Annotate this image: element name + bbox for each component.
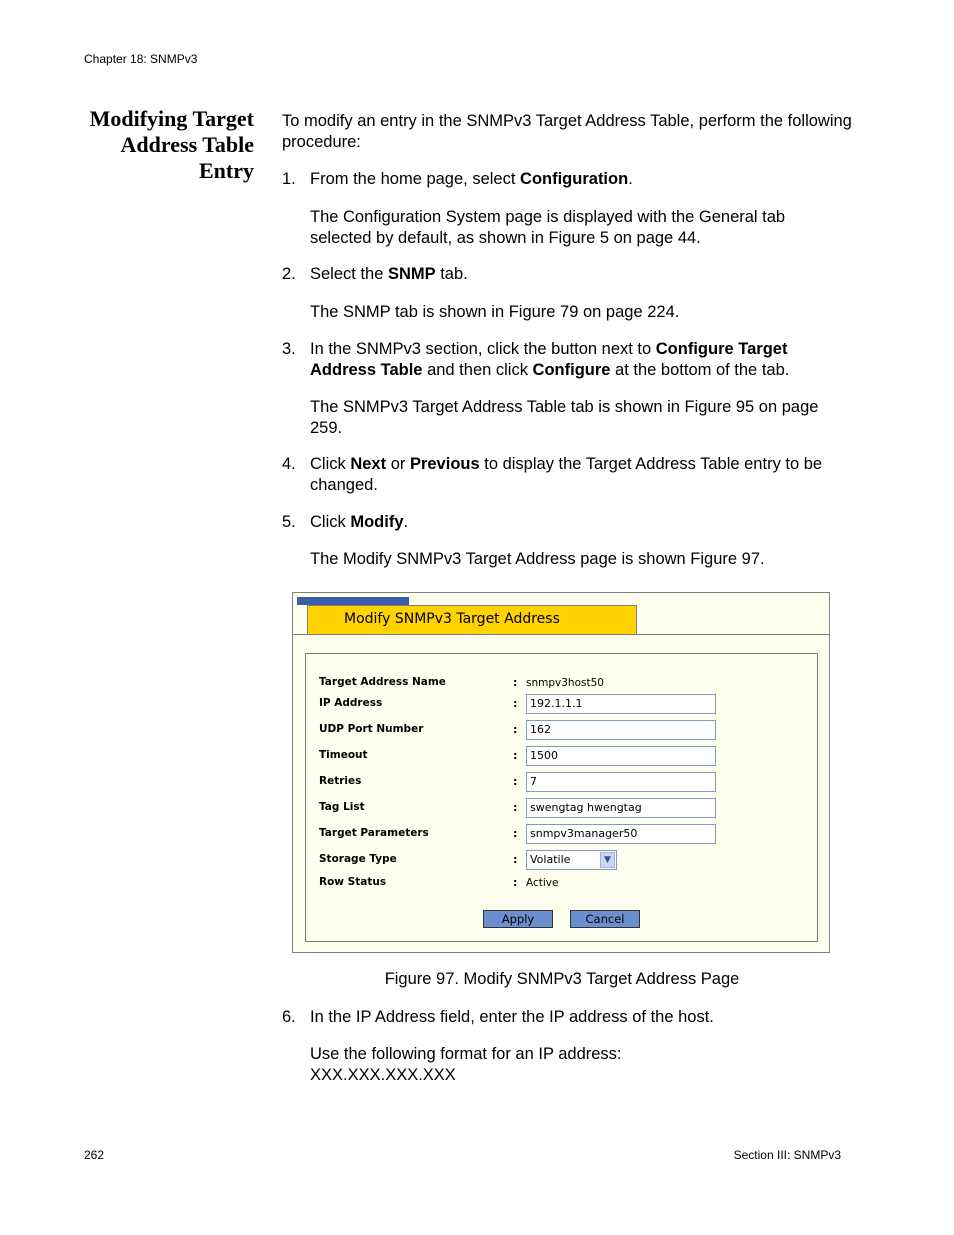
field-label: Row Status (319, 876, 387, 888)
step-text: In the SNMPv3 section, click the button next to Configure Target Address Table and then click Configure at the bottom of the tab. (310, 340, 790, 379)
step-number: 1. (282, 170, 296, 188)
chapter-header: Chapter 18: SNMPv3 (84, 52, 198, 66)
target-address-name-value: snmpv3host50 (526, 677, 604, 689)
section-heading-line: Entry (199, 158, 254, 183)
step-detail: The SNMPv3 Target Address Table tab is shown in Figure 95 on page 259. (310, 398, 819, 437)
step-number: 4. (282, 455, 296, 473)
ip-format-example: XXX.XXX.XXX.XXX (310, 1066, 456, 1084)
form-row-storage-type (306, 850, 817, 872)
step-detail: The SNMP tab is shown in Figure 79 on page 224. (310, 303, 680, 321)
storage-type-select[interactable] (526, 850, 617, 870)
ip-address-input[interactable]: 192.1.1.1 (526, 694, 716, 714)
step-text: In the IP Address field, enter the IP address of the host. (310, 1008, 714, 1026)
step-text: From the home page, select Configuration. (310, 170, 633, 188)
field-colon: : (513, 853, 518, 866)
form-row-target-parameters (306, 824, 817, 846)
field-label: IP Address (319, 697, 383, 709)
retries-input[interactable]: 7 (526, 772, 716, 792)
form-row-timeout (306, 746, 817, 768)
field-label: Tag List (319, 801, 365, 813)
form-row-ip-address (306, 694, 817, 716)
step-number: 5. (282, 513, 296, 531)
form-row-udp-port (306, 720, 817, 742)
field-label: UDP Port Number (319, 723, 424, 735)
figure-caption: Figure 97. Modify SNMPv3 Target Address Page (384, 970, 740, 988)
tab-modify-target-address[interactable]: Modify SNMPv3 Target Address (307, 605, 637, 634)
form-row-retries (306, 772, 817, 794)
field-colon: : (513, 775, 518, 788)
format-instruction: Use the following format for an IP address: (310, 1045, 622, 1063)
figure-screenshot (292, 592, 830, 953)
field-colon: : (513, 876, 518, 889)
step-number: 2. (282, 265, 296, 283)
form-panel (305, 653, 818, 942)
section-heading (60, 106, 254, 184)
field-label: Retries (319, 775, 362, 787)
intro-paragraph: To modify an entry in the SNMPv3 Target Address Table, perform the following procedure: (282, 112, 852, 151)
field-colon: : (513, 827, 518, 840)
page-number: 262 (84, 1148, 105, 1162)
step-text: Select the SNMP tab. (310, 265, 468, 283)
step-number: 3. (282, 340, 296, 358)
field-label: Target Parameters (319, 827, 429, 839)
form-row-tag-list (306, 798, 817, 820)
field-colon: : (513, 723, 518, 736)
udp-port-input[interactable]: 162 (526, 720, 716, 740)
step-text: Click Modify. (310, 513, 409, 531)
section-footer: Section III: SNMPv3 (733, 1148, 841, 1162)
row-status-value: Active (526, 877, 559, 889)
cancel-button[interactable]: Cancel (570, 910, 640, 928)
field-label: Timeout (319, 749, 368, 761)
target-parameters-input[interactable]: snmpv3manager50 (526, 824, 716, 844)
timeout-input[interactable]: 1500 (526, 746, 716, 766)
form-row-row-status (306, 873, 817, 895)
tab-baseline (293, 634, 829, 635)
field-colon: : (513, 801, 518, 814)
field-label: Storage Type (319, 853, 397, 865)
field-label: Target Address Name (319, 676, 446, 688)
figure-top-bar (297, 597, 409, 605)
field-colon: : (513, 749, 518, 762)
section-heading-line: Address Table (120, 132, 254, 157)
step-detail (310, 1044, 850, 1086)
section-heading-line: Modifying Target (89, 106, 254, 131)
tag-list-input[interactable]: swengtag hwengtag (526, 798, 716, 818)
field-colon: : (513, 676, 518, 689)
step-detail: The Configuration System page is displayed with the General tab selected by default, as shown in Figure 5 on page 44. (310, 208, 786, 247)
step-detail: The Modify SNMPv3 Target Address page is shown Figure 97. (310, 550, 765, 568)
apply-button[interactable]: Apply (483, 910, 553, 928)
chevron-down-icon[interactable]: ▼ (600, 852, 615, 868)
field-colon: : (513, 697, 518, 710)
storage-type-value: Volatile (530, 853, 571, 866)
step-text: Click Next or Previous to display the Target Address Table entry to be changed. (310, 455, 823, 494)
step-number: 6. (282, 1008, 296, 1026)
form-row-target-address-name (306, 673, 817, 695)
